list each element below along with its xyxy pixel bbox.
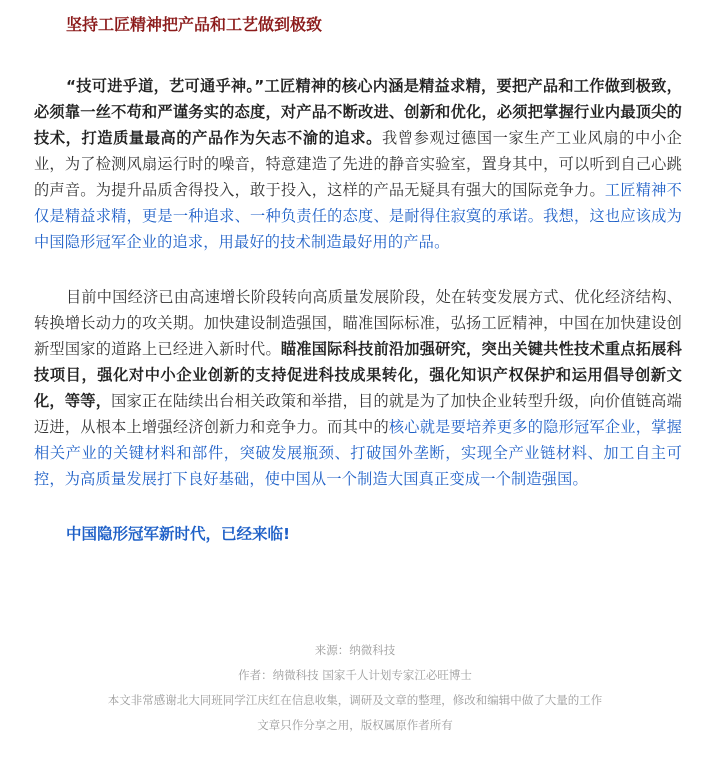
policy-action: 国家正在陆续出台相关政策和举措，目的就是为了加快企业转型升级，向价值链高端迈进，从根本上增强经济创新力和竞争力。而其中的	[34, 392, 683, 436]
closing-statement: 中国隐形冠军新时代，已经来临!	[66, 525, 291, 543]
core-statement: 工匠精神的核心内涵是精益求精，要把产品和工作做到极致，必须靠一丝不苟和严谨务实的态度，对产品不断改进、创新和优化，必须把掌握行业内最顶尖的技术，打造质量最高的产品作为矢志不渝的追求。	[34, 77, 682, 147]
copyright-line: 文章只作分享之用，版权属原作者所有	[257, 718, 453, 732]
core-goal-statement: 核心就是要培养更多的隐形冠军企业，掌握相关产业的关键材料和部件，突破发展瓶颈、打破国外垄断，实现全产业链材料、加工自主可控，为高质量发展打下良好基础，使中国从一个制造大国真正变成一个制造强国。	[34, 418, 682, 488]
thanks-line: 本文非常感谢北大同班同学江庆红在信息收集，调研及文章的整理，修改和编辑中做了大量的工作	[107, 693, 603, 707]
source-line: 来源：纳微科技	[314, 643, 396, 657]
credits-block	[0, 640, 710, 740]
quote-text: “技可进乎道，艺可通乎神。”	[66, 77, 265, 95]
policy-statement: 瞄准国际科技前沿加强研究，突出关键共性技术重点拓展科技项目，强化对中小企业创新的支持促进科技成果转化，强化知识产权保护和运用倡导创新文化，等等，	[34, 340, 682, 410]
paragraph-economy	[34, 284, 682, 492]
paragraph-craftsmanship	[34, 73, 682, 255]
economy-intro: 目前中国经济已由高速增长阶段转向高质量发展阶段，处在转变发展方式、优化经济结构、转换增长动力的攻关期。加快建设制造强国，瞄准国际标准，弘扬工匠精神，中国在加快建设创新型国家的道路上已经进入新时代。	[34, 288, 682, 358]
highlight-statement: 工匠精神不仅是精益求精，更是一种追求、一种负责任的态度、是耐得住寂寞的承诺。我想，这也应该成为中国隐形冠军企业的追求，用最好的技术制造最好用的产品。	[34, 181, 682, 251]
article-title: 坚持工匠精神把产品和工艺做到极致	[66, 15, 323, 34]
author-line: 作者：纳微科技 国家千人计划专家江必旺博士	[238, 668, 472, 682]
factory-story: 我曾参观过德国一家生产工业风扇的中小企业，为了检测风扇运行时的噪音，特意建造了先进的静音实验室，置身其中，可以听到自己心跳的声音。为提升品质舍得投入，敢于投入，这样的产品无疑具有强大的国际竞争力。	[34, 129, 682, 199]
article-body	[34, 12, 682, 547]
